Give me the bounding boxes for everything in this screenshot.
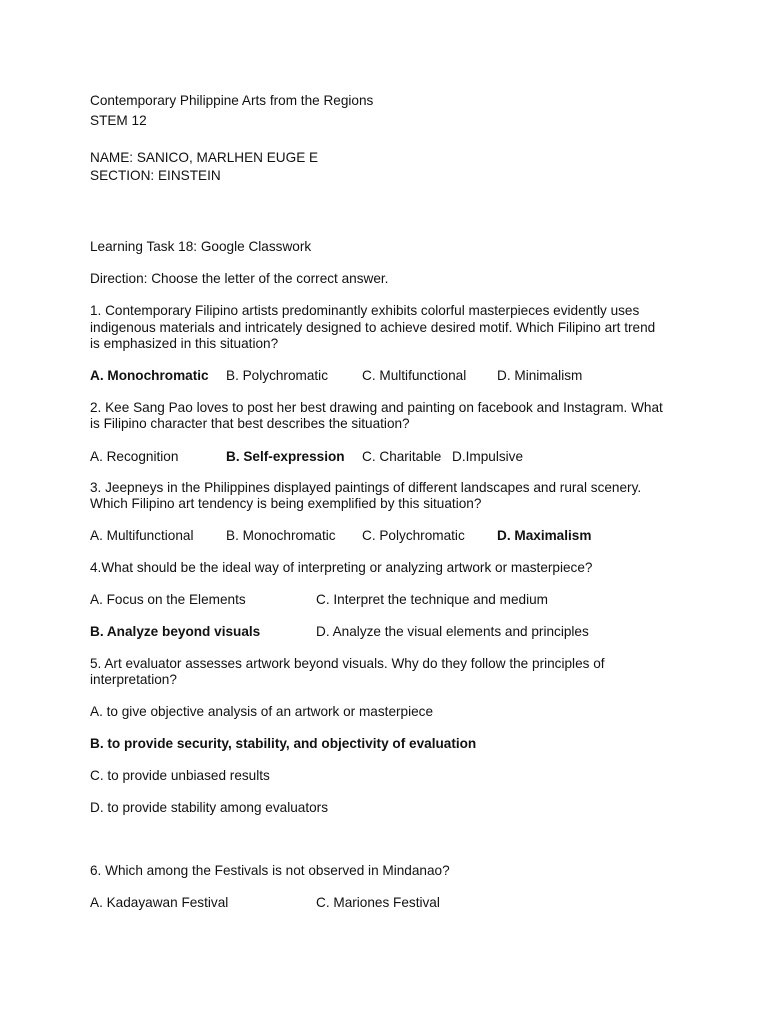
choice: C. Polychromatic — [362, 528, 465, 543]
student-name: NAME: SANICO, MARLHEN EUGE E — [90, 150, 319, 165]
choice: A. Kadayawan Festival — [90, 895, 229, 910]
choice: D.Impulsive — [452, 449, 524, 464]
choice: A. Multifunctional — [90, 528, 194, 543]
choice: D. to provide stability among evaluators — [90, 800, 329, 815]
question-text-line: 2. Kee Sang Pao loves to post her best drawing and painting on facebook and Instagram. What — [90, 400, 663, 415]
task-title: Learning Task 18: Google Classwork — [90, 239, 312, 254]
question-text-line: 1. Contemporary Filipino artists predominantly exhibits colorful masterpieces evidently uses — [90, 303, 640, 318]
choice-correct: A. Monochromatic — [90, 368, 209, 383]
choice: C. Mariones Festival — [316, 895, 440, 910]
choice: B. Monochromatic — [226, 528, 336, 543]
question-text-line: is Filipino character that best describes the situation? — [90, 416, 410, 431]
choice-correct: B. to provide security, stability, and objectivity of evaluation — [90, 736, 477, 751]
choice: C. Charitable — [362, 449, 442, 464]
question-text-line: Which Filipino art tendency is being exemplified by this situation? — [90, 496, 482, 511]
choice: A. to give objective analysis of an artwork or masterpiece — [90, 704, 434, 719]
task-direction: Direction: Choose the letter of the correct answer. — [90, 271, 389, 286]
choice: D. Minimalism — [497, 368, 583, 383]
choice: C. Interpret the technique and medium — [316, 592, 548, 607]
choice: C. to provide unbiased results — [90, 768, 270, 783]
choice: C. Multifunctional — [362, 368, 467, 383]
choice: A. Recognition — [90, 449, 179, 464]
choice-correct: D. Maximalism — [497, 528, 592, 543]
strand-label: STEM 12 — [90, 113, 147, 128]
question-text-line: 5. Art evaluator assesses artwork beyond visuals. Why do they follow the principles of — [90, 656, 605, 671]
choice: A. Focus on the Elements — [90, 592, 246, 607]
student-section: SECTION: EINSTEIN — [90, 168, 221, 183]
question-text-line: 3. Jeepneys in the Philippines displayed paintings of different landscapes and rural scenery. — [90, 480, 642, 495]
question-text-line: is emphasized in this situation? — [90, 336, 279, 351]
question-text-line: interpretation? — [90, 672, 177, 687]
choice: D. Analyze the visual elements and principles — [316, 624, 589, 639]
course-title: Contemporary Philippine Arts from the Regions — [90, 93, 374, 108]
question-text-line: 6. Which among the Festivals is not observed in Mindanao? — [90, 863, 450, 878]
choice-correct: B. Self-expression — [226, 449, 345, 464]
choice: B. Polychromatic — [226, 368, 328, 383]
question-text-line: indigenous materials and intricately designed to achieve desired motif. Which Filipino art trend — [90, 320, 656, 335]
question-text-line: 4.What should be the ideal way of interpreting or analyzing artwork or masterpiece? — [90, 560, 593, 575]
choice-correct: B. Analyze beyond visuals — [90, 624, 261, 639]
